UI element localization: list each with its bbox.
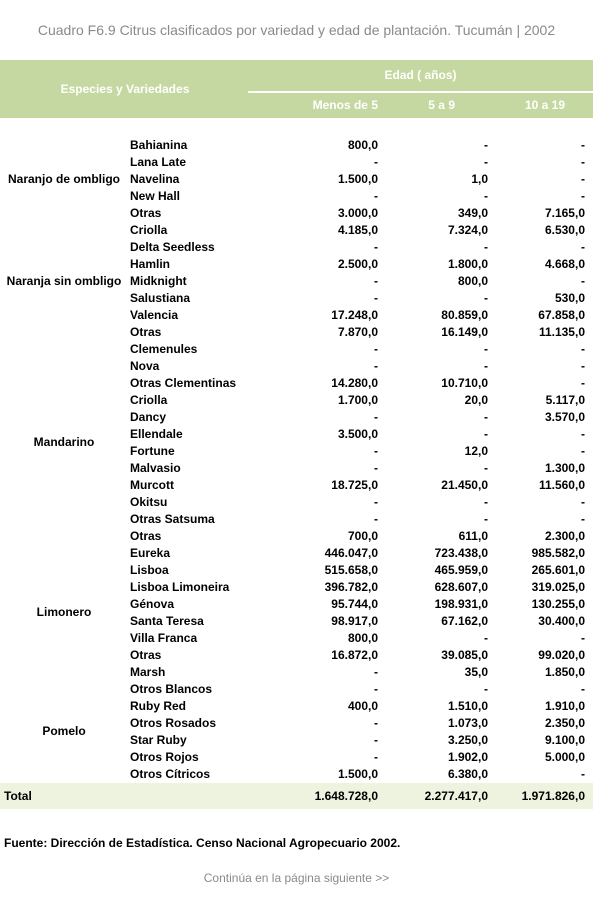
value-5-to-9: 39.085,0 xyxy=(441,648,488,662)
value-10-to-19: 265.601,0 xyxy=(531,563,585,577)
table-row xyxy=(0,545,593,562)
variety-cell: Hamlin xyxy=(130,257,171,271)
variety-cell: Otras xyxy=(130,529,162,543)
table-row xyxy=(0,307,593,324)
value-5-to-9: 16.149,0 xyxy=(441,325,488,339)
value-under-5: 1.700,0 xyxy=(337,393,378,407)
continue-link[interactable]: Continúa en la página siguiente >> xyxy=(203,871,390,885)
value-5-to-9: 198.931,0 xyxy=(434,597,488,611)
variety-cell: Salustiana xyxy=(130,291,191,305)
value-5-to-9: 800,0 xyxy=(457,274,488,288)
value-5-to-9: - xyxy=(484,189,488,203)
value-5-to-9: - xyxy=(484,512,488,526)
table-row xyxy=(0,341,593,358)
variety-cell: Lisboa xyxy=(130,563,169,577)
species-label: Pomelo xyxy=(42,724,86,738)
value-5-to-9: 80.859,0 xyxy=(441,308,488,322)
value-under-5: 95.744,0 xyxy=(331,597,378,611)
value-5-to-9: 723.438,0 xyxy=(434,546,488,560)
value-under-5: 515.658,0 xyxy=(324,563,378,577)
value-5-to-9: 1.902,0 xyxy=(447,750,488,764)
variety-cell: Otras xyxy=(130,325,162,339)
table-row xyxy=(0,749,593,766)
value-10-to-19: 5.117,0 xyxy=(545,393,585,407)
value-5-to-9: - xyxy=(484,155,488,169)
value-under-5: 4.185,0 xyxy=(337,223,378,237)
value-10-to-19: 1.300,0 xyxy=(544,461,585,475)
value-5-to-9: 1.073,0 xyxy=(447,716,488,730)
variety-cell: Okitsu xyxy=(130,495,168,509)
value-5-to-9: 20,0 xyxy=(464,393,488,407)
value-5-to-9: - xyxy=(484,291,488,305)
value-10-to-19: - xyxy=(581,767,585,781)
value-5-to-9: - xyxy=(484,342,488,356)
variety-cell: Dancy xyxy=(130,410,167,424)
value-10-to-19: 11.135,0 xyxy=(538,325,585,339)
value-5-to-9: 611,0 xyxy=(458,529,488,543)
table-row xyxy=(0,392,593,409)
table-row xyxy=(0,562,593,579)
value-5-to-9: 21.450,0 xyxy=(441,478,488,492)
table-body xyxy=(0,137,593,783)
value-5-to-9: 67.162,0 xyxy=(441,614,488,628)
species-label: Naranjo de ombligo xyxy=(7,171,120,186)
value-5-to-9: 35,0 xyxy=(464,665,488,679)
variety-cell: Otros Blancos xyxy=(130,682,213,696)
variety-cell: Lisboa Limoneira xyxy=(130,580,230,594)
value-under-5: 1.500,0 xyxy=(337,172,378,186)
value-5-to-9: - xyxy=(484,631,488,645)
table-row xyxy=(0,681,593,698)
variety-cell: Fortune xyxy=(130,444,175,458)
variety-cell: Midknight xyxy=(130,274,187,288)
value-under-5: 800,0 xyxy=(347,138,378,152)
table-row xyxy=(0,698,593,715)
value-10-to-19: - xyxy=(581,240,585,254)
value-10-to-19: - xyxy=(581,427,585,441)
value-10-to-19: 9.100,0 xyxy=(544,733,585,747)
value-10-to-19: 11.560,0 xyxy=(538,478,585,492)
total-under-5: 1.648.728,0 xyxy=(314,789,378,803)
variety-cell: Lana Late xyxy=(130,155,187,169)
value-10-to-19: 6.530,0 xyxy=(544,223,585,237)
value-under-5: - xyxy=(374,733,378,747)
column-header-5-to-9: 5 a 9 xyxy=(428,98,455,112)
value-5-to-9: - xyxy=(484,359,488,373)
value-10-to-19: - xyxy=(581,512,585,526)
value-10-to-19: - xyxy=(581,444,585,458)
variety-cell: Valencia xyxy=(130,308,179,322)
variety-cell: Otras Satsuma xyxy=(130,512,215,526)
value-under-5: 18.725,0 xyxy=(331,478,378,492)
value-10-to-19: 2.350,0 xyxy=(544,716,585,730)
variety-cell: Villa Franca xyxy=(130,631,198,645)
variety-cell: Ruby Red xyxy=(130,699,187,713)
value-5-to-9: 10.710,0 xyxy=(441,376,488,390)
total-row xyxy=(0,783,593,809)
total-5-to-9: 2.277.417,0 xyxy=(424,789,488,803)
value-5-to-9: 1.510,0 xyxy=(447,699,488,713)
variety-cell: Nova xyxy=(130,359,160,373)
variety-cell: Otros Rojos xyxy=(130,750,199,764)
value-under-5: - xyxy=(374,512,378,526)
value-5-to-9: - xyxy=(484,427,488,441)
value-under-5: - xyxy=(374,461,378,475)
variety-cell: Otras xyxy=(130,206,162,220)
value-5-to-9: 628.607,0 xyxy=(434,580,488,594)
value-5-to-9: - xyxy=(484,138,488,152)
value-under-5: 16.872,0 xyxy=(331,648,378,662)
table-row xyxy=(0,290,593,307)
value-10-to-19: 130.255,0 xyxy=(531,597,585,611)
value-10-to-19: 530,0 xyxy=(554,291,585,305)
value-under-5: - xyxy=(374,410,378,424)
value-under-5: 446.047,0 xyxy=(324,546,378,560)
species-column-header: Especies y Variedades xyxy=(60,82,190,96)
table-row xyxy=(0,154,593,171)
value-5-to-9: 465.959,0 xyxy=(434,563,488,577)
variety-cell: Otros Cítricos xyxy=(130,767,211,781)
variety-cell: Malvasio xyxy=(130,461,181,475)
variety-cell: Marsh xyxy=(130,665,166,679)
value-10-to-19: 67.858,0 xyxy=(538,308,585,322)
table-row xyxy=(0,630,593,647)
value-under-5: - xyxy=(374,716,378,730)
table-row xyxy=(0,494,593,511)
value-10-to-19: - xyxy=(581,189,585,203)
value-under-5: 7.870,0 xyxy=(337,325,378,339)
value-10-to-19: - xyxy=(581,495,585,509)
value-5-to-9: 7.324,0 xyxy=(447,223,488,237)
value-under-5: - xyxy=(374,495,378,509)
value-5-to-9: 1,0 xyxy=(471,172,488,186)
value-under-5: - xyxy=(374,750,378,764)
table-row xyxy=(0,579,593,596)
variety-cell: Otras xyxy=(130,648,162,662)
table-row xyxy=(0,766,593,783)
value-5-to-9: - xyxy=(484,240,488,254)
table-row xyxy=(0,409,593,426)
value-under-5: - xyxy=(374,240,378,254)
value-10-to-19: - xyxy=(581,359,585,373)
table-row xyxy=(0,477,593,494)
value-5-to-9: - xyxy=(484,495,488,509)
value-10-to-19: - xyxy=(581,682,585,696)
species-label: Mandarino xyxy=(33,435,95,449)
table-row xyxy=(0,222,593,239)
table-row xyxy=(0,647,593,664)
value-10-to-19: 4.668,0 xyxy=(544,257,585,271)
table-row xyxy=(0,664,593,681)
value-5-to-9: - xyxy=(484,461,488,475)
column-header-under-5: Menos de 5 xyxy=(312,98,378,112)
value-under-5: - xyxy=(374,291,378,305)
value-10-to-19: 3.570,0 xyxy=(544,410,585,424)
variety-cell: Star Ruby xyxy=(130,733,187,747)
value-10-to-19: 1.910,0 xyxy=(544,699,585,713)
variety-cell: Bahianina xyxy=(130,138,188,152)
variety-cell: Navelina xyxy=(130,172,180,186)
value-under-5: - xyxy=(374,274,378,288)
value-5-to-9: 12,0 xyxy=(464,444,488,458)
table-row xyxy=(0,511,593,528)
value-under-5: - xyxy=(374,444,378,458)
value-5-to-9: 3.250,0 xyxy=(447,733,488,747)
table-row xyxy=(0,528,593,545)
value-under-5: 400,0 xyxy=(347,699,378,713)
value-under-5: - xyxy=(374,155,378,169)
column-header-10-to-19: 10 a 19 xyxy=(524,98,565,112)
value-10-to-19: 985.582,0 xyxy=(531,546,585,560)
value-5-to-9: 1.800,0 xyxy=(447,257,488,271)
variety-cell: Génova xyxy=(130,597,175,611)
value-10-to-19: 5.000,0 xyxy=(544,750,585,764)
total-label: Total xyxy=(4,789,32,803)
value-10-to-19: - xyxy=(581,631,585,645)
table-row xyxy=(0,375,593,392)
value-under-5: 98.917,0 xyxy=(331,614,378,628)
value-under-5: 396.782,0 xyxy=(324,580,378,594)
value-10-to-19: - xyxy=(581,274,585,288)
age-group-header: Edad ( años) xyxy=(384,68,457,82)
variety-cell: New Hall xyxy=(130,189,181,203)
value-under-5: 3.500,0 xyxy=(337,427,378,441)
value-10-to-19: 2.300,0 xyxy=(544,529,585,543)
value-under-5: - xyxy=(374,665,378,679)
variety-cell: Criolla xyxy=(130,393,168,407)
value-under-5: 1.500,0 xyxy=(337,767,378,781)
value-10-to-19: - xyxy=(581,342,585,356)
value-under-5: - xyxy=(374,189,378,203)
table-row xyxy=(0,256,593,273)
value-5-to-9: - xyxy=(484,410,488,424)
value-under-5: - xyxy=(374,342,378,356)
value-under-5: 17.248,0 xyxy=(331,308,378,322)
value-10-to-19: 1.850,0 xyxy=(544,665,585,679)
value-under-5: - xyxy=(374,682,378,696)
table-row xyxy=(0,188,593,205)
table-row xyxy=(0,358,593,375)
table-row xyxy=(0,205,593,222)
value-10-to-19: 99.020,0 xyxy=(538,648,585,662)
value-10-to-19: - xyxy=(581,376,585,390)
total-10-to-19: 1.971.826,0 xyxy=(521,789,585,803)
variety-cell: Murcott xyxy=(130,478,174,492)
table-row xyxy=(0,460,593,477)
table-row xyxy=(0,239,593,256)
table-row xyxy=(0,137,593,154)
value-under-5: 3.000,0 xyxy=(337,206,378,220)
value-5-to-9: 349,0 xyxy=(457,206,488,220)
variety-cell: Otras Clementinas xyxy=(130,376,237,390)
value-under-5: 14.280,0 xyxy=(331,376,378,390)
value-under-5: 800,0 xyxy=(347,631,378,645)
table-title: Cuadro F6.9 Citrus clasificados por variedad y edad de plantación. Tucumán | 2002 xyxy=(37,22,556,38)
value-under-5: - xyxy=(374,359,378,373)
value-10-to-19: 30.400,0 xyxy=(538,614,585,628)
variety-cell: Ellendale xyxy=(130,427,183,441)
variety-cell: Delta Seedless xyxy=(130,240,215,254)
value-10-to-19: 319.025,0 xyxy=(531,580,585,594)
value-10-to-19: 7.165,0 xyxy=(544,206,585,220)
value-10-to-19: - xyxy=(581,172,585,186)
value-10-to-19: - xyxy=(581,155,585,169)
header-divider xyxy=(248,91,593,93)
variety-cell: Criolla xyxy=(130,223,168,237)
variety-cell: Santa Teresa xyxy=(130,614,204,628)
value-10-to-19: - xyxy=(581,138,585,152)
species-label: Naranja sin ombligo xyxy=(6,273,122,288)
variety-cell: Eureka xyxy=(130,546,171,560)
source-note: Fuente: Dirección de Estadística. Censo Nacional Agropecuario 2002. xyxy=(4,836,401,850)
value-under-5: 700,0 xyxy=(347,529,378,543)
value-under-5: 2.500,0 xyxy=(337,257,378,271)
variety-cell: Otros Rosados xyxy=(130,716,217,730)
value-5-to-9: 6.380,0 xyxy=(447,767,488,781)
value-5-to-9: - xyxy=(484,682,488,696)
species-label: Limonero xyxy=(36,605,92,619)
table-row xyxy=(0,324,593,341)
variety-cell: Clemenules xyxy=(130,342,198,356)
